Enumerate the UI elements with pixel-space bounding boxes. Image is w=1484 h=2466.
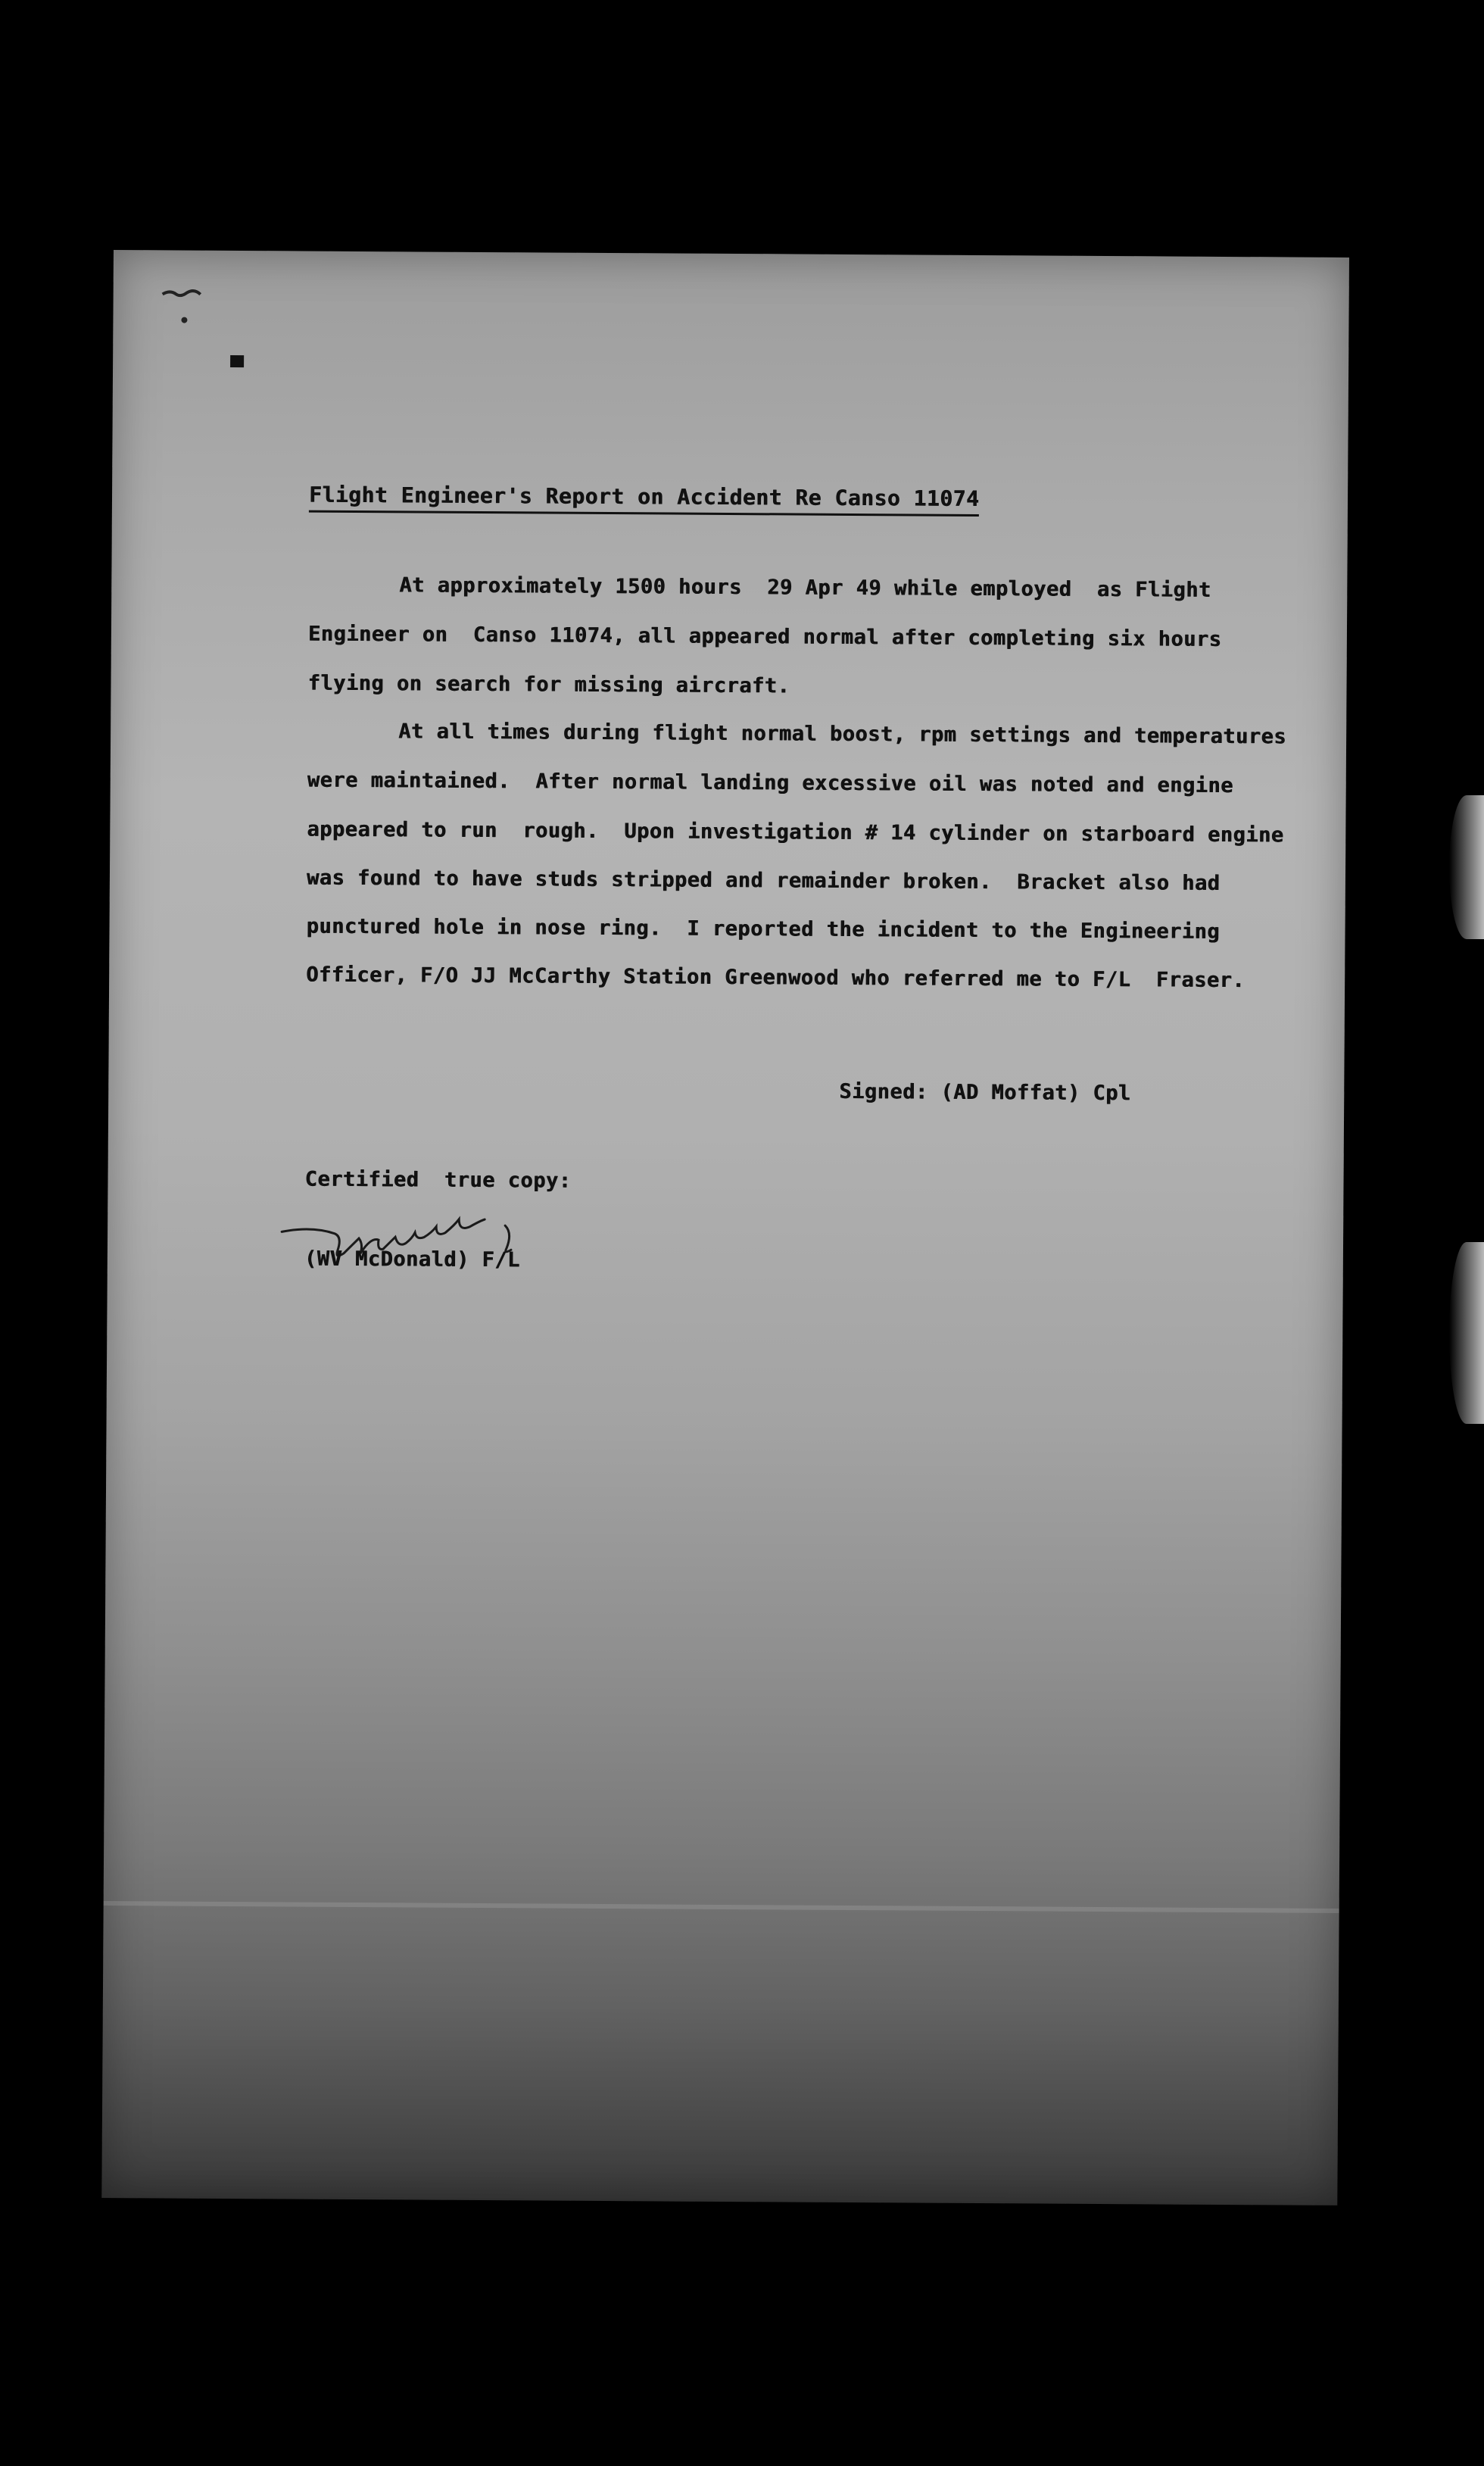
scanned-page bbox=[101, 250, 1349, 2205]
certified-label: Certified true copy: bbox=[304, 1167, 572, 1193]
report-title: Flight Engineer's Report on Accident Re Canso 11074 bbox=[309, 482, 979, 517]
paragraph-1-line: At approximately 1500 hours 29 Apr 49 while employed as Flight bbox=[399, 573, 1211, 602]
certifier-name: (WV McDonald) F/L bbox=[304, 1247, 520, 1272]
paragraph-2-line: At all times during flight normal boost, rpm settings and temperatures bbox=[398, 720, 1287, 749]
paragraph-2-line: Officer, F/O JJ McCarthy Station Greenwood who referred me to F/L Fraser. bbox=[306, 963, 1246, 993]
paragraph-2-line: was found to have studs stripped and remainder broken. Bracket also had bbox=[306, 866, 1221, 895]
pen-marks bbox=[158, 280, 265, 387]
background-edge-highlight bbox=[1449, 1242, 1484, 1424]
paragraph-1-line: Engineer on Canso 11074, all appeared normal after completing six hours bbox=[307, 622, 1222, 651]
paragraph-2-line: were maintained. After normal landing excessive oil was noted and engine bbox=[307, 768, 1233, 798]
signed-line: Signed: (AD Moffat) Cpl bbox=[839, 1079, 1131, 1106]
background-edge-highlight bbox=[1449, 795, 1484, 939]
paragraph-2-line: appeared to run rough. Upon investigation # 14 cylinder on starboard engine bbox=[307, 817, 1284, 847]
paragraph-1-line: flying on search for missing aircraft. bbox=[307, 671, 790, 698]
paragraph-2-line: punctured hole in nose ring. I reported the incident to the Engineering bbox=[306, 914, 1221, 944]
